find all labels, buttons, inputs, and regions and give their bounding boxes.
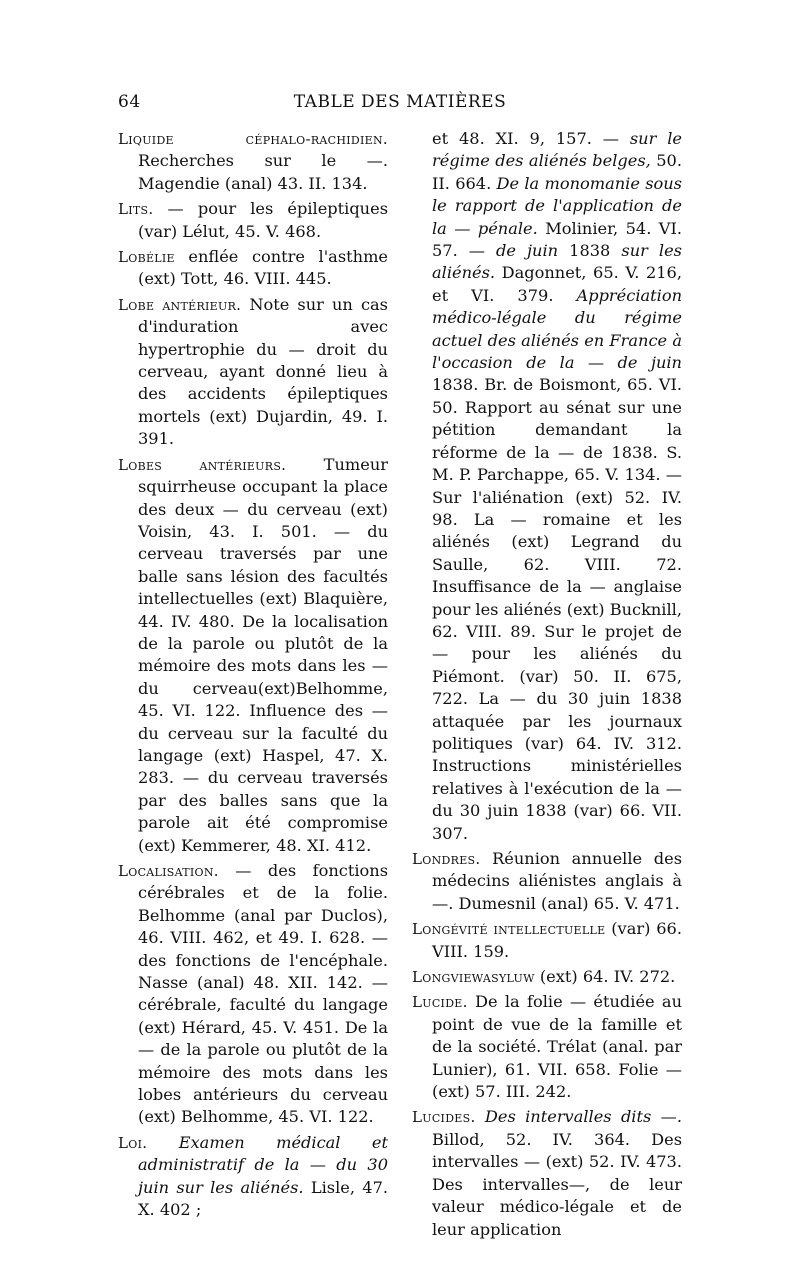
- entry-heading: Lucides.: [412, 1108, 476, 1127]
- entry-text: Molinier, 54. VI. 57. —: [432, 218, 683, 261]
- entry-text: Réunion annuelle des médecins aliénistes anglais à —. Dumesnil (anal) 65. V. 471.: [432, 849, 682, 913]
- entry-text: Billod, 52. IV. 364. Des intervalles — (ext) 52. IV. 473. Des intervalles—, de leur valeur médico-légale et de leur application: [432, 1129, 682, 1239]
- entry-title-italic: Des intervalles dits —.: [475, 1107, 682, 1127]
- entry-text: 50. II. 664.: [432, 151, 683, 193]
- entry-text: — des fonctions cérébrales et de la folie. Belhomme (anal par Duclos), 46. VIII. 462, et 49. I. 628. — des fonctions de l'encéphale. Nasse (anal) 48. XII. 142. — cérébrale, faculté du langage (ext) Hérard, 45. V. 451. De la — de la parole ou plutôt de la mémoire des mots dans les lobes antérieurs du cerveau (ext) Belhomme, 45. VI. 122.: [138, 861, 388, 1127]
- index-entry: [118, 198, 388, 243]
- entry-heading: Longévité intellectuelle: [412, 920, 606, 939]
- entry-text: Tumeur squirrheuse occupant la place des deux — du cerveau (ext) Voisin, 43. I. 501. — du cerveau traversés par une balle sans lésion des facultés intellectuelles (ext) Blaquière, 44. IV. 480. De la localisation de la parole ou plutôt de la mémoire des mots dans les — du cerveau(ext)Belhomme, 45. VI. 122. Influence des — du cerveau sur la faculté du langage (ext) Haspel, 47. X. 283. — du cerveau traversés par des balles sans que la parole ait été compromise (ext) Kemmerer, 48. XI. 412.: [138, 454, 388, 855]
- entry-text: (var) 66. VIII. 159.: [432, 919, 682, 961]
- entry-heading: Lobe antérieur.: [118, 295, 242, 314]
- continuation-entry: [412, 128, 682, 845]
- entry-heading: Lucide.: [412, 993, 468, 1012]
- entry-text: (ext) 64. IV. 272.: [534, 967, 676, 987]
- entry-text: Note sur un cas d'induration avec hypertrophie du — droit du cerveau, ayant donné lieu à des accidents épileptiques mortels (ext) Dujardin, 49. I. 391.: [138, 294, 388, 449]
- entry-title-italic: sur le régime des aliénés belges,: [432, 129, 682, 171]
- page-title: TABLE DES MATIÈRES: [293, 92, 507, 112]
- entry-title-italic: de juin: [496, 241, 559, 261]
- entry-heading: Lobélie: [118, 248, 175, 267]
- entry-heading: Localisation.: [118, 862, 219, 880]
- entry-heading: Longviewasyluw: [412, 968, 535, 987]
- index-entry: [118, 294, 388, 451]
- entry-text: 1838. Br. de Boismont, 65. VI. 50. Rapport au sénat sur une pétition demandant la réforme de la — de 1838. S. M. P. Parchappe, 65. V. 134. — Sur l'aliénation (ext) 52. IV. 98. La — romaine et les aliénés (ext) Legrand du Saulle, 62. VIII. 72. Insuffisance de la — anglaise pour les aliénés (ext) Bucknill, 62. VIII. 89. Sur le projet de — pour les aliénés du Piémont. (var) 50. II. 675, 722. La — du 30 juin 1838 attaquée par les journaux politiques (var) 64. IV. 312. Instructions ministérielles relatives à l'exécution de la — du 30 juin 1838 (var) 66. VII. 307.: [432, 375, 682, 843]
- entry-heading: Liquide céphalo-rachidien.: [118, 130, 388, 148]
- entry-heading: Lits.: [118, 200, 154, 219]
- page-number: 64: [118, 92, 141, 112]
- index-entry: [118, 128, 388, 195]
- entry-text: Recherches sur le —. Magendie (anal) 43. II. 134.: [138, 151, 388, 193]
- entry-text: et 48. XI. 9, 157. —: [432, 129, 630, 148]
- entry-text: Dagonnet, 65. V. 216, et VI. 379.: [432, 263, 682, 305]
- entry-text: enflée contre l'asthme (ext) Tott, 46. VIII. 445.: [138, 247, 388, 289]
- index-entry: [412, 1106, 682, 1240]
- index-entry: [118, 1132, 388, 1222]
- entry-title-italic: Appréciation médico-légale du régime actuel des aliénés en France à l'occasion de la — de juin: [432, 285, 682, 373]
- entry-text: Lisle, 47. X. 402 ;: [138, 1177, 389, 1220]
- index-entry: [118, 246, 388, 291]
- entry-text: 1838: [558, 241, 622, 261]
- entry-text: De la folie — étudiée au point de vue de la famille et de la société. Trélat (anal. par Lunier), 61. VII. 658. Folie — (ext) 57. III. 242.: [432, 992, 682, 1102]
- left-column: [118, 128, 388, 1225]
- entry-title-italic: Examen médical et administratif de la — du 30 juin sur les aliénés.: [138, 1132, 388, 1197]
- running-head: [118, 92, 682, 120]
- index-entry: [412, 918, 682, 963]
- entry-text: — pour les épileptiques (var) Lélut, 45. V. 468.: [138, 199, 388, 241]
- index-entry: [118, 860, 388, 1129]
- entry-title-italic: De la monomanie sous le rapport de l'application de la — pénale.: [432, 173, 682, 238]
- index-entry: [118, 454, 388, 857]
- entry-heading: Londres.: [412, 850, 481, 868]
- entry-heading: Loi.: [118, 1133, 148, 1152]
- right-column: [412, 128, 682, 1244]
- entry-heading: Lobes antérieurs.: [118, 455, 287, 474]
- index-entry: [412, 966, 682, 988]
- index-entry: [412, 991, 682, 1103]
- entry-title-italic: sur les aliénés.: [432, 241, 682, 283]
- index-entry: [412, 848, 682, 915]
